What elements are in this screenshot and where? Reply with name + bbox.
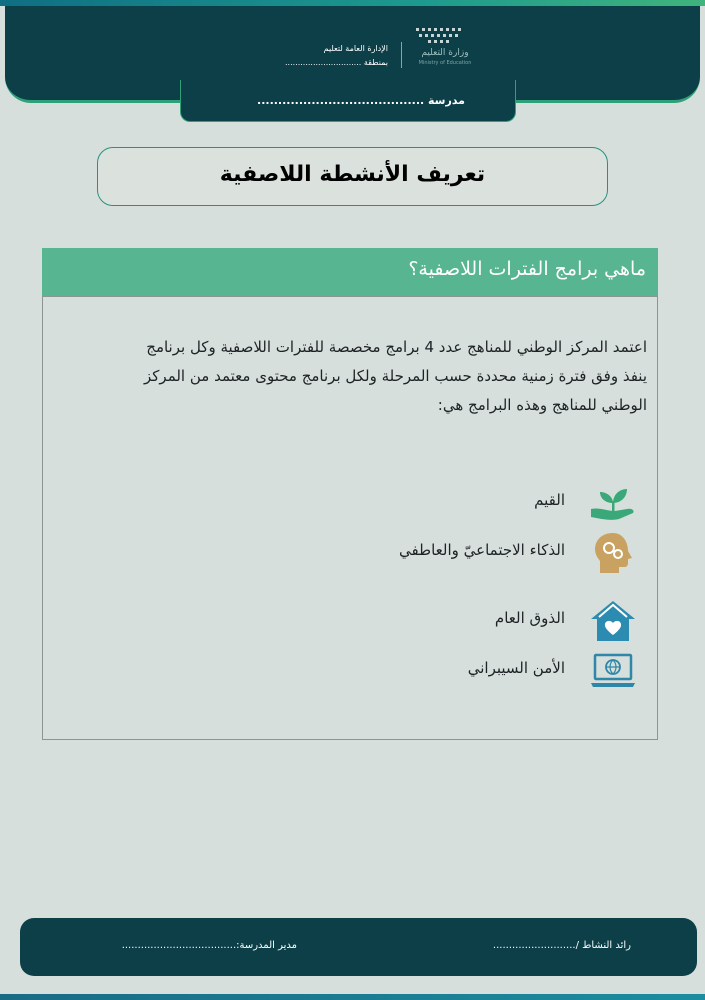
ministry-name: وزارة التعليم xyxy=(421,48,469,58)
content-box xyxy=(42,296,658,740)
title-box xyxy=(97,147,608,206)
plant-hand-icon xyxy=(589,481,637,525)
intro-line-2: ينفذ وفق فترة زمنية محددة حسب المرحلة ولكل برنامج محتوى معتمد من المركز xyxy=(144,367,647,385)
laptop-globe-icon xyxy=(589,649,637,693)
ministry-name-en: Ministry of Education xyxy=(418,60,472,66)
program-label: الذوق العام xyxy=(494,609,565,627)
section-heading: ماهي برامج الفترات اللاصفية؟ xyxy=(408,258,646,280)
program-label: القيم xyxy=(534,491,565,509)
head-gears-icon xyxy=(589,531,637,575)
program-label: الذكاء الاجتماعيّ والعاطفي xyxy=(399,541,565,559)
school-name-field: مدرسة ........................................ xyxy=(257,94,465,107)
program-label: الأمن السيبراني xyxy=(467,659,565,677)
footer-band xyxy=(20,918,697,976)
education-admin-text xyxy=(285,42,388,70)
intro-paragraph xyxy=(61,333,647,420)
page-title: تعريف الأنشطة اللاصفية xyxy=(219,162,486,187)
program-item-cybersecurity xyxy=(277,649,637,693)
program-item-social-emotional xyxy=(277,531,637,575)
school-name-tab xyxy=(180,80,516,122)
activity-leader-field: رائد النشاط /.......................... xyxy=(492,940,631,951)
bottom-accent-strip xyxy=(0,994,705,1000)
admin-line-2: بمنطقة .............................. xyxy=(285,58,388,67)
admin-line-1: الإدارة العامة لتعليم xyxy=(323,44,388,53)
house-heart-icon xyxy=(589,599,637,643)
principal-field: مدير المدرسة:.................................... xyxy=(121,940,297,951)
intro-line-3: الوطني للمناهج وهذه البرامج هي: xyxy=(437,396,647,414)
logo-divider xyxy=(401,42,402,68)
program-item-values xyxy=(277,481,637,525)
intro-line-1: اعتمد المركز الوطني للمناهج عدد 4 برامج مخصصة للفترات اللاصفية وكل برنامج xyxy=(146,338,647,356)
section-header xyxy=(42,248,658,296)
program-item-public-taste xyxy=(277,599,637,643)
